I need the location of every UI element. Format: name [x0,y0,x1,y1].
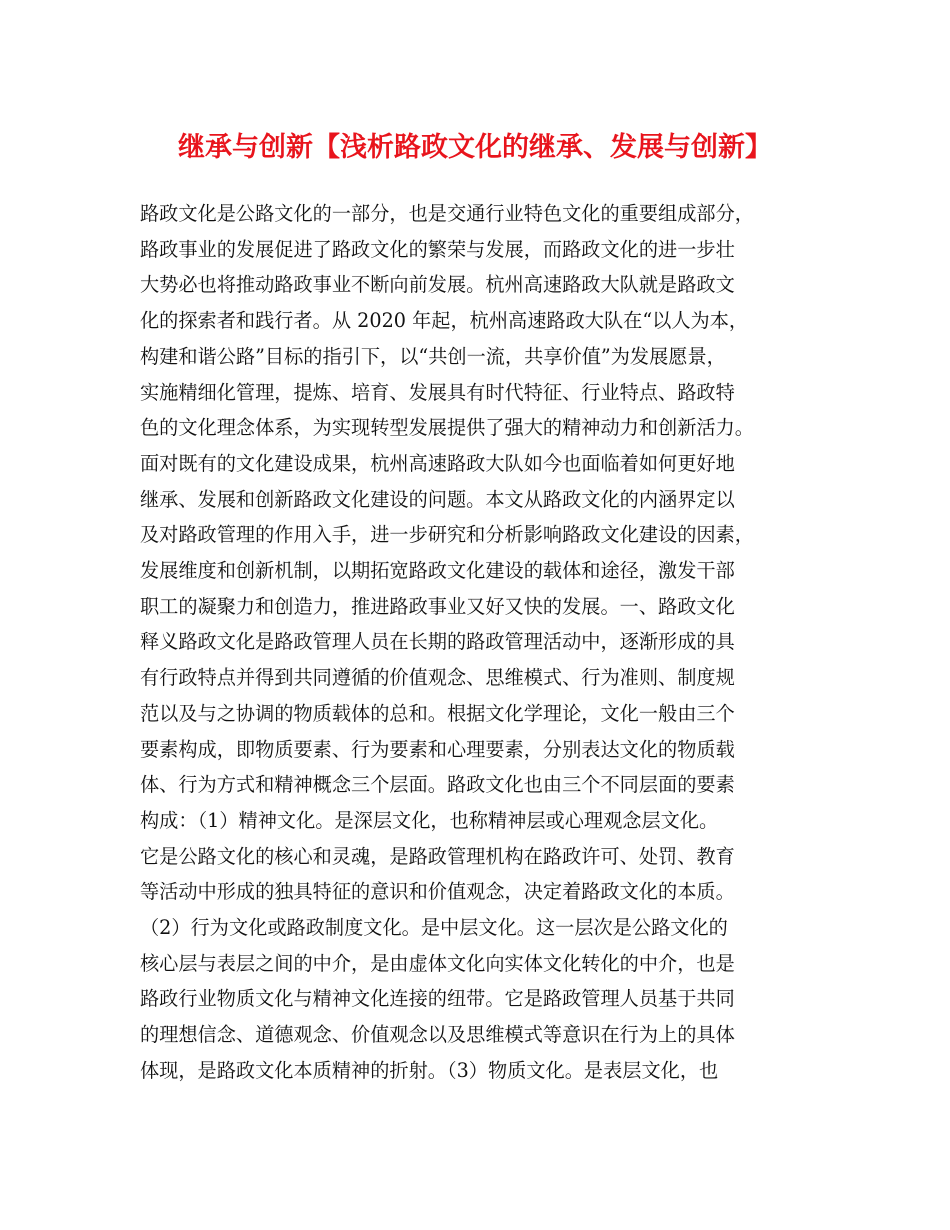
body-line: 路政事业的发展促进了路政文化的繁荣与发展，而路政文化的进一步壮 [140,237,735,261]
body-line: 释义路政文化是路政管理人员在长期的路政管理活动中，逐渐形成的具 [140,630,735,654]
body-line: 体现，是路政文化本质精神的折射。（3）物质文化。是表层文化，也 [140,1058,719,1082]
body-line: 构成：（1）精神文化。是深层文化，也称精神层或心理观念层文化。 [140,808,719,832]
body-line: 化的探索者和践行者。从 2020 年起，杭州高速路政大队在“以人为本， [140,309,749,333]
body-line: 范以及与之协调的物质载体的总和。根据文化学理论，文化一般由三个 [140,701,735,725]
body-line: 色的文化理念体系，为实现转型发展提供了强大的精神动力和创新活力。 [140,416,754,440]
body-line: 路政行业物质文化与精神文化连接的纽带。它是路政管理人员基于共同 [140,987,735,1011]
body-line: 大势必也将推动路政事业不断向前发展。杭州高速路政大队就是路政文 [140,273,735,297]
body-line: 的理想信念、道德观念、价值观念以及思维模式等意识在行为上的具体 [140,1023,735,1047]
body-line: 要素构成，即物质要素、行为要素和心理要素，分别表达文化的物质载 [140,737,735,761]
document-body [140,196,830,1089]
body-line: 实施精细化管理，提炼、培育、发展具有时代特征、行业特点、路政特 [140,380,735,404]
body-line: （2）行为文化或路政制度文化。是中层文化。这一层次是公路文化的 [140,916,728,940]
body-line: 等活动中形成的独具特征的意识和价值观念，决定着路政文化的本质。 [140,880,735,904]
body-line: 它是公路文化的核心和灵魂，是路政管理机构在路政许可、处罚、教育 [140,844,735,868]
document-title: 继承与创新【浅析路政文化的继承、发展与创新】 [178,132,772,163]
body-line: 构建和谐公路”目标的指引下，以“共创一流，共享价值”为发展愿景， [140,344,726,368]
body-line: 继承、发展和创新路政文化建设的问题。本文从路政文化的内涵界定以 [140,487,735,511]
body-line: 职工的凝聚力和创造力，推进路政事业又好又快的发展。一、路政文化 [140,594,735,618]
body-line: 及对路政管理的作用入手，进一步研究和分析影响路政文化建设的因素， [140,523,754,547]
body-line: 体、行为方式和精神概念三个层面。路政文化也由三个不同层面的要素 [140,773,735,797]
body-line: 发展维度和创新机制，以期拓宽路政文化建设的载体和途径，激发干部 [140,559,735,583]
body-line: 路政文化是公路文化的一部分，也是交通行业特色文化的重要组成部分， [140,202,754,225]
body-line: 有行政特点并得到共同遵循的价值观念、思维模式、行为准则、制度规 [140,666,735,690]
body-line: 核心层与表层之间的中介，是由虚体文化向实体文化转化的中介，也是 [140,951,735,975]
body-line: 面对既有的文化建设成果，杭州高速路政大队如今也面临着如何更好地 [140,451,735,475]
